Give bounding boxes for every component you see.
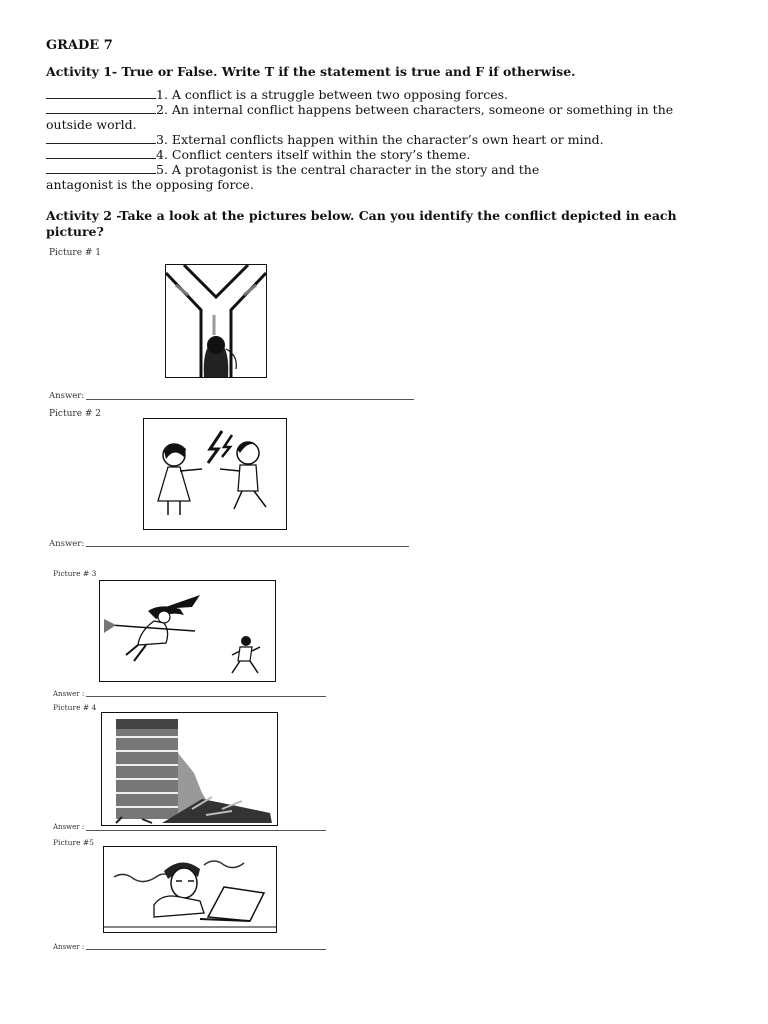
answer-line[interactable] [86,399,414,400]
answer-label: Answer : [53,823,85,831]
answer-line[interactable] [86,830,326,831]
activity-1-item-continuation: antagonist is the opposing force. [46,177,254,192]
activity-1-item: 1. A conflict is a struggle between two opposing forces. [46,87,508,102]
picture-label: Picture # 2 [49,409,102,419]
picture-label: Picture # 3 [53,569,97,578]
answer-label: Answer: [49,539,85,549]
stressed-woman-laptop-illustration [103,846,277,933]
answer-blank[interactable] [46,162,156,174]
answer-blank[interactable] [46,87,156,99]
arguing-children-illustration [143,418,287,530]
activity-2-title: Activity 2 -Take a look at the pictures below. Can you identify the conflict depicted in each [46,208,677,223]
activity-1-item: 2. An internal conflict happens between characters, someone or something in the [46,102,726,117]
answer-line[interactable] [86,546,409,547]
witch-chasing-boy-illustration [99,580,276,682]
activity-1-item-continuation: outside world. [46,117,137,132]
crossroads-illustration [165,264,267,378]
answer-label: Answer : [53,943,85,951]
activity-1-item: 4. Conflict centers itself within the story’s theme. [46,147,470,162]
page-title: GRADE 7 [46,38,113,53]
picture-label: Picture # 4 [53,703,97,712]
answer-line[interactable] [86,949,326,950]
answer-blank[interactable] [46,132,156,144]
answer-line[interactable] [86,696,326,697]
answer-label: Answer: [49,391,85,401]
collapsed-building-illustration [101,712,278,826]
picture-label: Picture #5 [53,838,94,847]
activity-1-title: Activity 1- True or False. Write T if the statement is true and F if otherwise. [46,64,576,79]
activity-1-item: 5. A protagonist is the central character in the story and the [46,162,539,177]
answer-blank[interactable] [46,147,156,159]
activity-2-title-continuation: picture? [46,224,104,239]
picture-label: Picture # 1 [49,248,102,258]
answer-blank[interactable] [46,102,156,114]
answer-label: Answer : [53,690,85,698]
activity-1-item: 3. External conflicts happen within the character’s own heart or mind. [46,132,604,147]
